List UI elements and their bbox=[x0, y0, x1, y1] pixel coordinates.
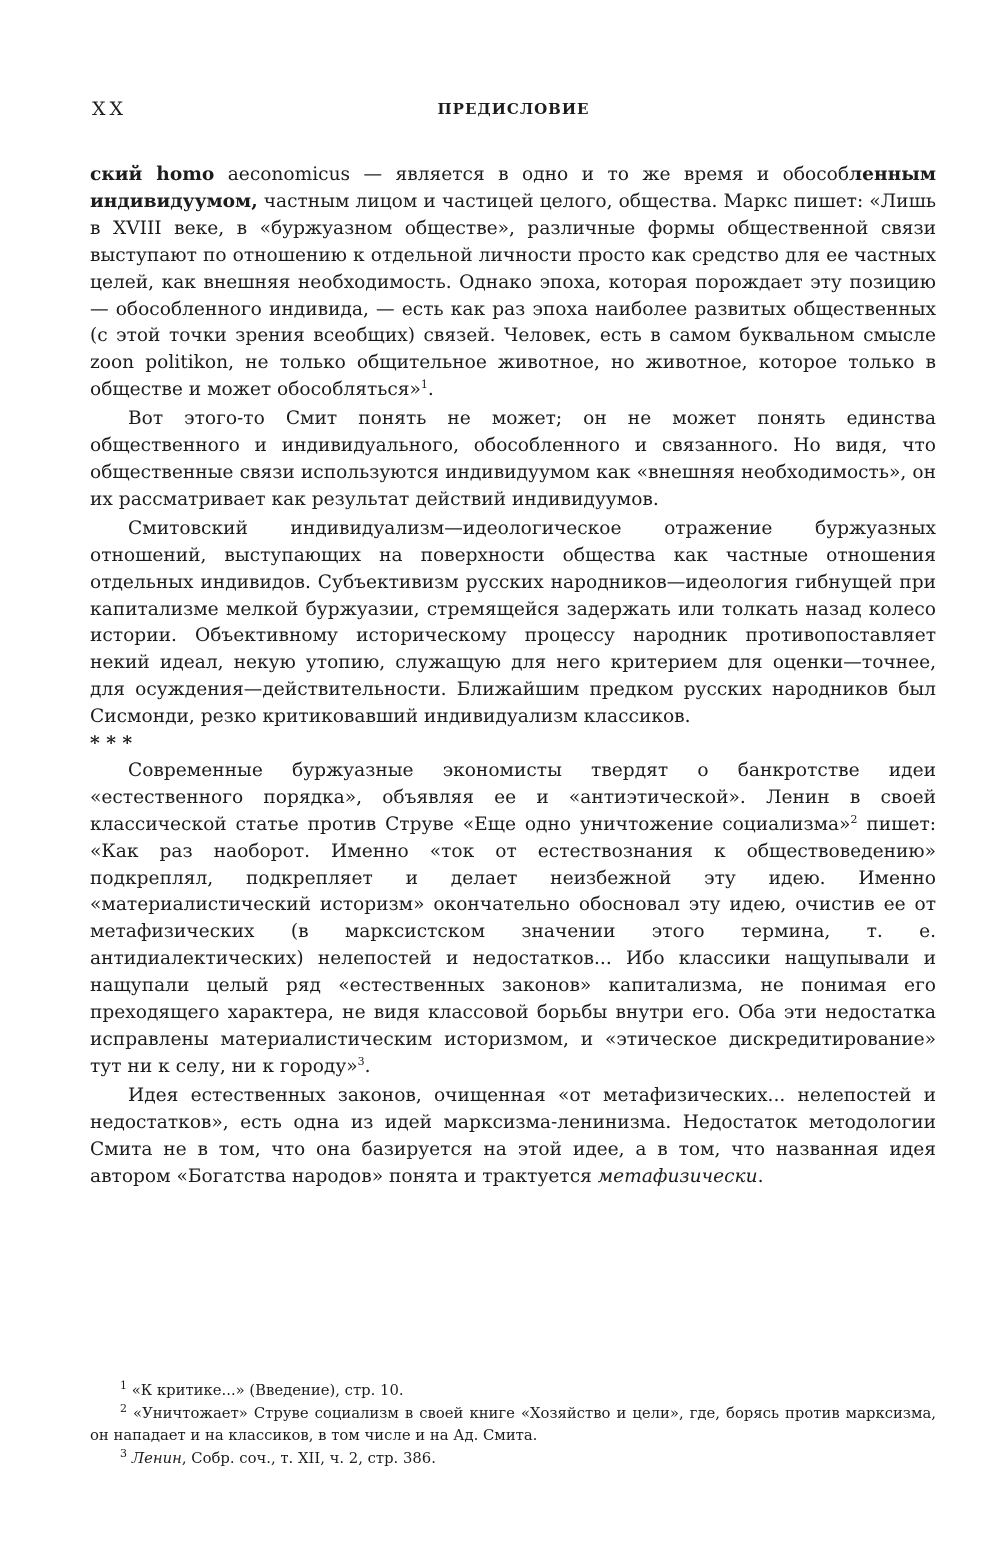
paragraph-1-bold-start: ский homo bbox=[90, 164, 215, 185]
footnote-3 bbox=[90, 1448, 936, 1471]
paragraph-5-end: . bbox=[757, 1165, 764, 1187]
page-number: XX bbox=[92, 98, 128, 120]
footnote-1 bbox=[90, 1380, 936, 1403]
footnote-2 bbox=[90, 1403, 936, 1448]
paragraph-4-text-b: пишет: «Как раз наоборот. Именно «ток от естествознания к обществоведению» подкреплял, подкрепляет и делает неизбежной эту идею. Именно «материалистический историзм» окончательно обосновал эту идею, очистив ее от метафизических (в марксистском значении этого термина, т. е. антидиалектических) нелепостей и недостатков... Ибо классики нащупывали и нащупали целый ряд «естественных законов» капитализма, не понимая его преходящего характера, не видя классовой борьбы внутри его. Оба эти недостатка исправлены материалистическим историзмом, и «этическое дискредитирование» тут ни к селу, ни к городу» bbox=[90, 813, 936, 1077]
paragraph-4-text-a: Современные буржуазные экономисты твердят о банкротстве идеи «естественного порядка», объявляя ее и «антиэтической». Ленин в своей классической статье против Струве «Еще одно уничтожение социализма» bbox=[90, 759, 936, 835]
paragraph-5-emphasis: метафизически bbox=[597, 1165, 758, 1187]
paragraph-4-end: . bbox=[364, 1055, 371, 1077]
paragraph-1-text-b: частным лицом и частицей целого, общества. Маркс пишет: «Лишь в XVIII веке, в «буржуазном обществе», различные формы общественной связи выступают по отношению к отдельной личности просто как средство для ее частных целей, как внешняя необходимость. Однако эпоха, которая порождает эту позицию — обособленного индивида, — есть как раз эпоха наиболее развитых общественных (с этой точки зрения всеобщих) связей. Человек, есть в самом буквальном смысле zoon politikon, не только общительное животное, но животное, которое только в обществе и может обособляться» bbox=[90, 190, 936, 401]
footnote-3-author: Ленин bbox=[131, 1449, 182, 1467]
footnotes bbox=[90, 1380, 936, 1470]
paragraph-1-bold-mid: ленным индивидуумом, bbox=[90, 164, 936, 212]
footnote-ref-2: 2 bbox=[850, 812, 858, 826]
paragraph-3: Смитовский индивидуализм—идеологическое отражение буржуазных отношений, выступающих на поверхности общества как частные отношения отдельных индивидов. Субъективизм русских народников—идеология гибнущей при капитализме мелкой буржуазии, стремящейся задержать или толкать назад колесо истории. Объективному историческому процессу народник противопоставляет некий идеал, некую утопию, служащую для него критерием для оценки—точнее, для осуждения—действительности. Ближайшим предком русских народников был Сисмонди, резко критиковавший индивидуализм классиков. bbox=[90, 517, 936, 728]
paragraph-5 bbox=[90, 1083, 936, 1191]
footnote-2-mark: 2 bbox=[120, 1401, 127, 1415]
paragraph-1 bbox=[90, 162, 936, 404]
paragraph-2: Вот этого-то Смит понять не может; он не может понять единства общественного и индивидуального, обособленного и связанного. Но видя, что общественные связи используются индивидуумом как «внешняя необходимость», он их рассматривает как результат действий индивидуумов. bbox=[90, 408, 936, 510]
paragraph-1-end: . bbox=[427, 379, 434, 401]
paragraph-1-text-a: aeconomicus — является в одно и то же время и обособ bbox=[214, 164, 850, 185]
paragraph-5-text: Идея естественных законов, очищенная «от метафизических... нелепостей и недостатков», есть одна из идей марксизма-ленинизма. Недостаток методологии Смита не в том, что она базируется на этой идее, а в том, что названная идея автором «Богатства народов» понята и трактуется bbox=[90, 1084, 936, 1187]
running-title: ПРЕДИСЛОВИЕ bbox=[437, 100, 590, 118]
footnote-2-text: «Уничтожает» Струве социализм в своей книге «Хозяйство и цели», где, борясь против марксизма, он нападает и на классиков, в том числе и на Ад. Смита. bbox=[90, 1404, 936, 1444]
paragraph-4 bbox=[90, 758, 936, 1081]
footnote-1-text: «К критике...» (Введение), стр. 10. bbox=[127, 1382, 404, 1399]
footnote-ref-3: 3 bbox=[357, 1054, 365, 1068]
footnote-3-text: , Собр. соч., т. XII, ч. 2, стр. 386. bbox=[181, 1449, 436, 1467]
footnote-ref-1: 1 bbox=[420, 378, 428, 392]
section-separator: * * * bbox=[90, 733, 133, 755]
page-header bbox=[92, 98, 935, 128]
footnote-3-mark: 3 bbox=[120, 1446, 127, 1460]
footnote-1-mark: 1 bbox=[120, 1379, 127, 1393]
main-text bbox=[90, 162, 936, 1190]
